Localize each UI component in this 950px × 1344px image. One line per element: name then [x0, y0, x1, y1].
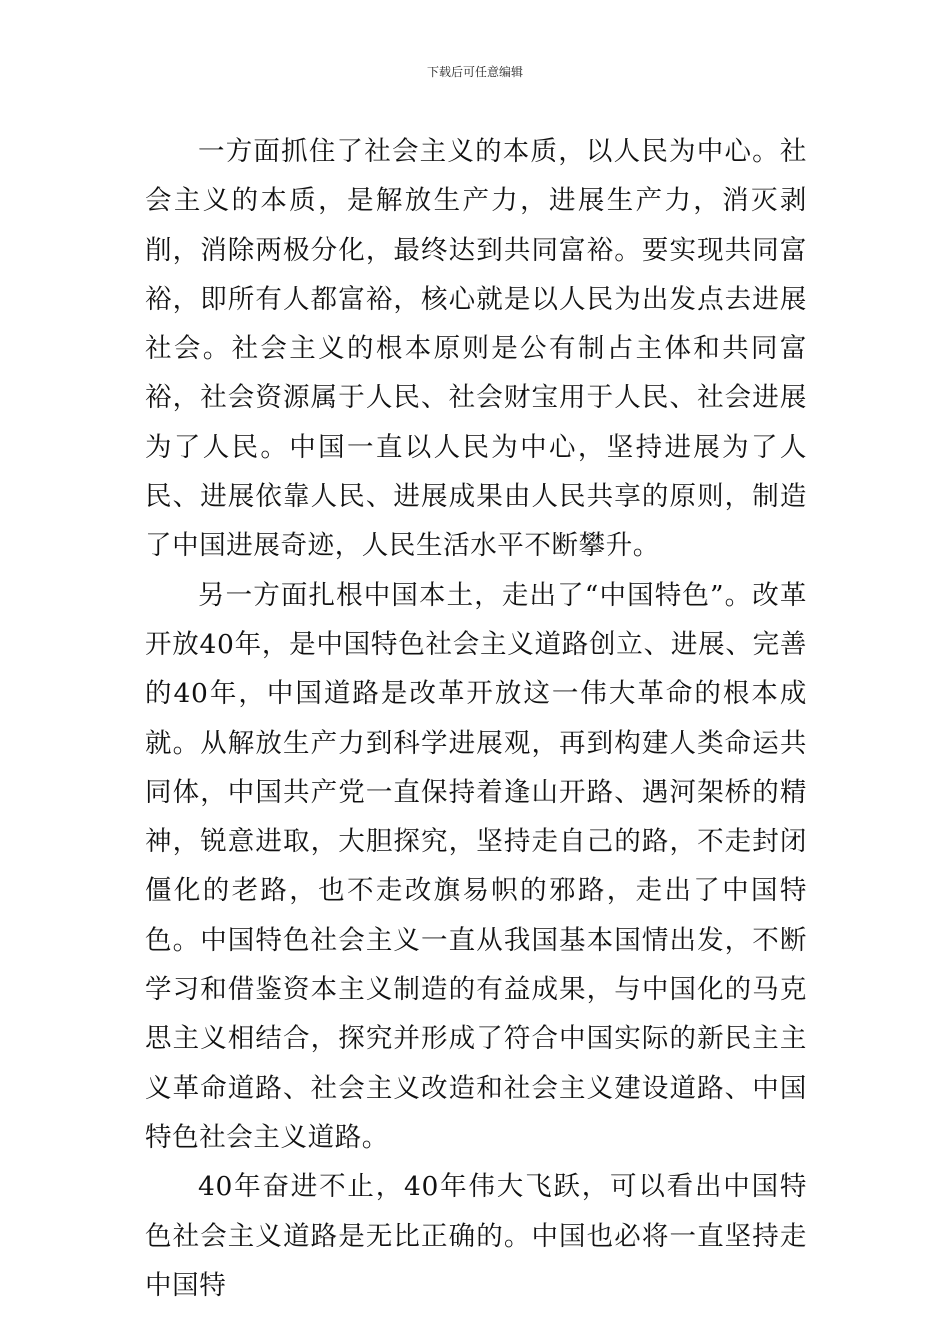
page-header: 下载后可任意编辑 — [426, 65, 523, 79]
paragraph-3: 40年奋进不止，40年伟大飞跃，可以看出中国特色社会主义道路是无比正确的。中国也必将一直坚持走中国特 — [145, 1171, 807, 1301]
paragraph-2: 另一方面扎根中国本土，走出了“中国特色”。改革开放40年，是中国特色社会主义道路创立、进展、完善的40年，中国道路是改革开放这一伟大革命的根本成就。从解放生产力到科学进展观，再到构建人类命运共同体，中国共产党一直保持着逢山开路、遇河架桥的精神，锐意进取，大胆探究，坚持走自己的路，不走封闭僵化的老路，也不走改旗易帜的邪路，走出了中国特色。中国特色社会主义一直从我国基本国情出发，不断学习和借鉴资本主义制造的有益成果，与中国化的马克思主义相结合，探究并形成了符合中国实际的新民主主义革命道路、社会主义改造和社会主义建设道路、中国特色社会主义道路。 — [145, 579, 807, 1153]
paragraph-1: 一方面抓住了社会主义的本质，以人民为中心。社会主义的本质，是解放生产力，进展生产力，消灭剥削，消除两极分化，最终达到共同富裕。要实现共同富裕，即所有人都富裕，核心就是以人民为出发点去进展社会。社会主义的根本原则是公有制占主体和共同富裕，社会资源属于人民、社会财宝用于人民、社会进展为了人民。中国一直以人民为中心，坚持进展为了人民、进展依靠人民、进展成果由人民共享的原则，制造了中国进展奇迹，人民生活水平不断攀升。 — [145, 136, 807, 562]
document-body — [145, 127, 807, 1310]
